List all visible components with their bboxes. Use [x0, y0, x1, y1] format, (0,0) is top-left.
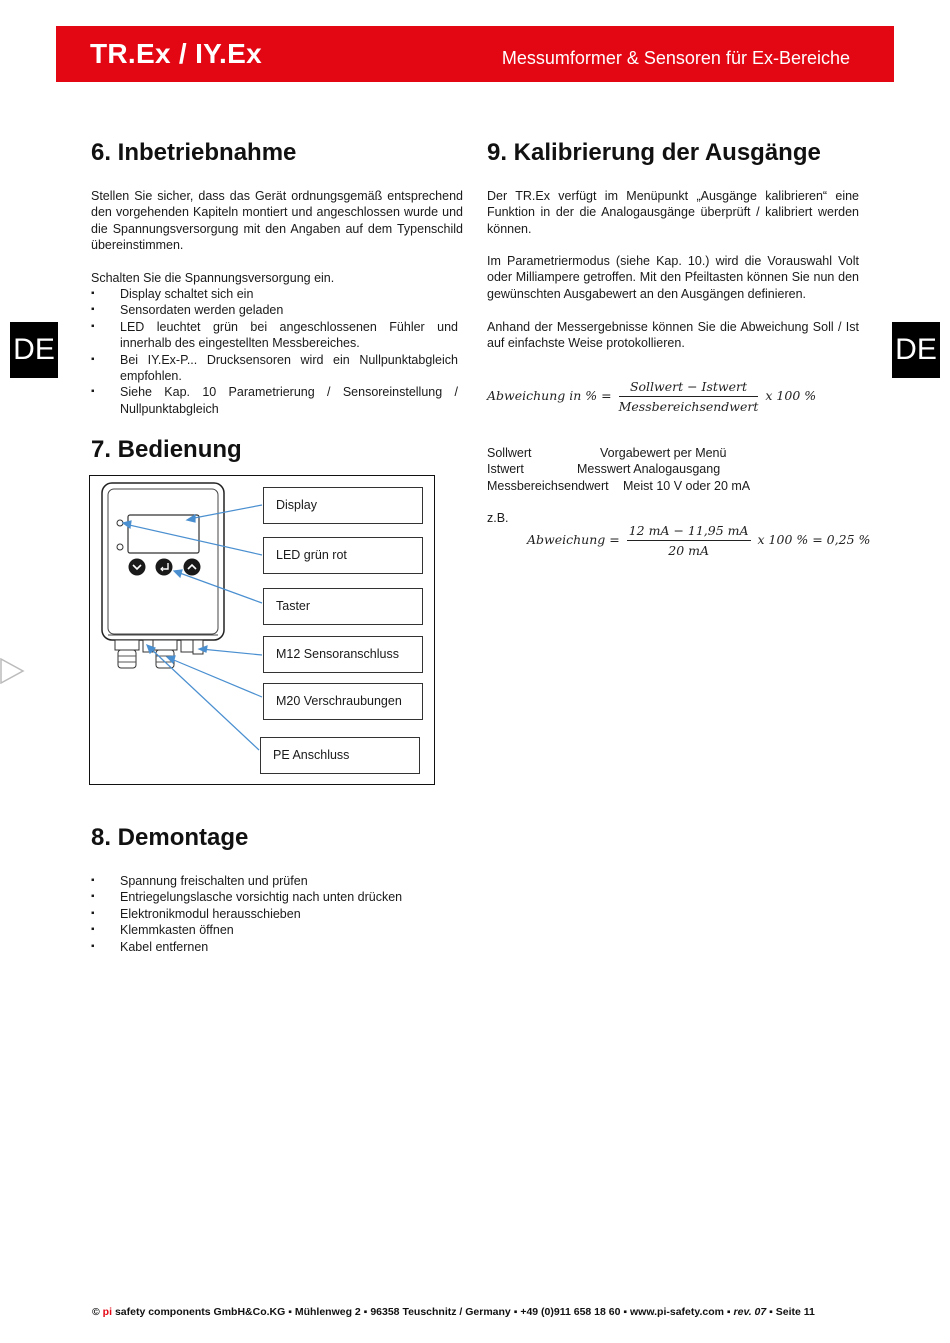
definition-desc: Messwert Analogausgang: [577, 462, 721, 476]
formula-fraction: [627, 523, 751, 558]
definition-row: [487, 446, 531, 460]
language-tab-right: DE: [892, 322, 940, 378]
header-bar: [56, 26, 894, 82]
startup-list: [91, 286, 458, 417]
label-pe: PE Anschluss: [260, 737, 420, 774]
list-item: ▪ LED leuchtet grün bei angeschlossenen Fühler und innerhalb des eingestellten Messbereiches.: [91, 319, 458, 352]
example-label: z.B.: [487, 511, 509, 525]
list-item: ▪ Klemmkasten öffnen: [91, 922, 458, 938]
example-formula: [527, 523, 870, 558]
section-6-heading: 6. Inbetriebnahme: [91, 139, 297, 166]
formula-denominator: Messbereichsendwert: [618, 399, 759, 414]
document-subtitle: Messumformer & Sensoren für Ex-Bereiche: [501, 48, 850, 68]
footer-text: safety components GmbH&Co.KG ▪ Mühlenweg 2 ▪ 96358 Teuschnitz / Germany ▪ +49 (0)911 658 18 60 ▪ www.pi-safety.com ▪: [114, 1306, 731, 1318]
page-edge-arrow-icon: [0, 658, 26, 684]
list-item: ▪ Entriegelungslasche vorsichtig nach unten drücken: [91, 889, 458, 905]
footer-page: ▪ Seite 11: [769, 1306, 815, 1318]
footer: [92, 1306, 815, 1318]
formula-denominator: 20 mA: [668, 543, 710, 558]
list-item: ▪ Sensordaten werden geladen: [91, 302, 458, 318]
formula-lhs: Abweichung in % =: [487, 388, 612, 403]
formula-lhs: Abweichung =: [527, 532, 620, 547]
label-led: LED grün rot: [263, 537, 423, 574]
list-item: ▪ Elektronikmodul herausschieben: [91, 906, 458, 922]
list-item: ▪ Kabel entfernen: [91, 939, 458, 955]
formula-numerator: Sollwert − Istwert: [619, 379, 759, 397]
list-item-continuation: [91, 384, 458, 417]
label-m12: M12 Sensoranschluss: [263, 636, 423, 673]
section-9-paragraph-3: Anhand der Messergebnisse können Sie die Abweichung Soll / Ist auf einfachste Weise protokollieren.: [487, 320, 859, 351]
section-7-heading: 7. Bedienung: [91, 436, 242, 463]
definition-term: Sollwert: [487, 446, 532, 460]
definition-row: [487, 479, 609, 493]
deviation-formula: [487, 379, 816, 414]
formula-numerator: 12 mA − 11,95 mA: [627, 523, 751, 541]
section-9-paragraph-1: Der TR.Ex verfügt im Menüpunkt „Ausgänge kalibrieren“ eine Funktion in der die Analogausgänge überprüft / kalibriert werden können.: [487, 189, 859, 236]
list-item: ▪ Spannung freischalten und prüfen: [91, 873, 458, 889]
definition-term: Messbereichsendwert: [487, 479, 609, 493]
formula-fraction: [619, 379, 759, 414]
definition-row: [487, 462, 524, 476]
footer-revision: rev. 07: [733, 1306, 767, 1318]
section-9-paragraph-2: Im Parametriermodus (siehe Kap. 10.) wird die Vorauswahl Volt oder Milliampere getroffen. Mit den Pfeiltasten können Sie nun den gewünschten Ausgabewert an den Ausgängen definieren.: [487, 254, 859, 301]
list-item-text: Siehe Kap. 10 Parametrierung / Sensoreinstellung / Nullpunktabgleich: [120, 385, 458, 416]
label-display: Display: [263, 487, 423, 524]
brand-pi: pi: [102, 1306, 113, 1318]
definition-desc: Meist 10 V oder 20 mA: [623, 479, 751, 493]
section-9-heading: 9. Kalibrierung der Ausgänge: [487, 139, 821, 166]
document-title: TR.Ex / IY.Ex: [90, 38, 262, 69]
section-6-paragraph-1: Stellen Sie sicher, dass das Gerät ordnungsgemäß entsprechend den vorgehenden Kapiteln montiert und angeschlossen wurde und die Spannungsversorgung mit den Angaben auf dem Typenschild übereinstimmen.: [91, 189, 463, 253]
formula-rhs: x 100 % = 0,25 %: [757, 532, 871, 547]
label-m20: M20 Verschraubungen: [263, 683, 423, 720]
definition-term: Istwert: [487, 462, 524, 476]
copyright-symbol: ©: [92, 1306, 100, 1318]
section-6-paragraph-2: Schalten Sie die Spannungsversorgung ein.: [91, 271, 335, 285]
language-tab-left: DE: [10, 322, 58, 378]
section-8-heading: 8. Demontage: [91, 824, 249, 851]
list-item: ▪ Display schaltet sich ein: [91, 286, 458, 302]
dismount-list: [91, 873, 458, 955]
definition-desc: Vorgabewert per Menü: [600, 446, 727, 460]
list-item: ▪ Bei IY.Ex-P... Drucksensoren wird ein Nullpunktabgleich empfohlen.: [91, 352, 458, 385]
device-diagram: [89, 475, 435, 785]
label-taster: Taster: [263, 588, 423, 625]
formula-rhs: x 100 %: [765, 388, 817, 403]
